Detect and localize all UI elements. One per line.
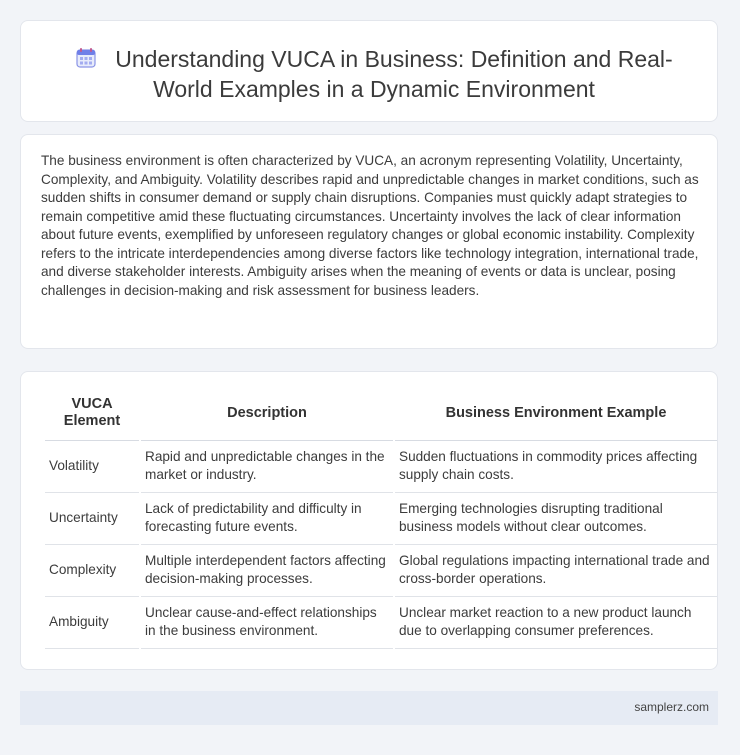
row-example: Sudden fluctuations in commodity prices affecting supply chain costs. xyxy=(395,441,717,493)
title-wrap xyxy=(61,44,687,104)
table-row xyxy=(45,441,717,493)
header-description: Description xyxy=(141,390,393,441)
page-title: Understanding VUCA in Business: Definition and Real-World Examples in a Dynamic Environment xyxy=(115,46,673,102)
header-element: VUCA Element xyxy=(45,390,139,441)
row-example: Global regulations impacting international trade and cross-border operations. xyxy=(395,545,717,597)
row-description: Lack of predictability and difficulty in forecasting future events. xyxy=(141,493,393,545)
table-row xyxy=(45,597,717,649)
table-header-row xyxy=(45,390,717,441)
row-element: Volatility xyxy=(45,441,139,493)
row-element: Complexity xyxy=(45,545,139,597)
vuca-table xyxy=(43,390,719,649)
row-element: Uncertainty xyxy=(45,493,139,545)
title-card xyxy=(20,20,718,122)
row-description: Multiple interdependent factors affecting decision-making processes. xyxy=(141,545,393,597)
row-example: Unclear market reaction to a new product launch due to overlapping consumer preferences. xyxy=(395,597,717,649)
header-example: Business Environment Example xyxy=(395,390,717,441)
intro-paragraph: The business environment is often characterized by VUCA, an acronym representing Volatility, Uncertainty, Complexity, and Ambiguity. Volatility describes rapid and unpredictable changes in market conditions, such as sudden shifts in consumer demand or supply chain disruptions. Companies must quickly adapt strategies to remain competitive amid these fluctuating circumstances. Uncertainty involves the lack of clear information about future events, exemplified by unforeseen regulatory changes or global economic instability. Complexity refers to the intricate interdependencies among diverse factors like technology integration, international trade, and diverse stakeholder interests. Ambiguity arises when the meaning of events or data is unclear, posing challenges in decision-making and risk assessment for business leaders. xyxy=(41,153,699,298)
footer xyxy=(20,691,718,725)
row-description: Rapid and unpredictable changes in the market or industry. xyxy=(141,441,393,493)
footer-site-link[interactable]: samplerz.com xyxy=(634,700,709,714)
table-card xyxy=(20,371,718,670)
row-example: Emerging technologies disrupting traditional business models without clear outcomes. xyxy=(395,493,717,545)
row-element: Ambiguity xyxy=(45,597,139,649)
intro-card xyxy=(20,134,718,349)
calendar-icon xyxy=(75,47,97,74)
row-description: Unclear cause-and-effect relationships in the business environment. xyxy=(141,597,393,649)
table-row xyxy=(45,493,717,545)
table-row xyxy=(45,545,717,597)
